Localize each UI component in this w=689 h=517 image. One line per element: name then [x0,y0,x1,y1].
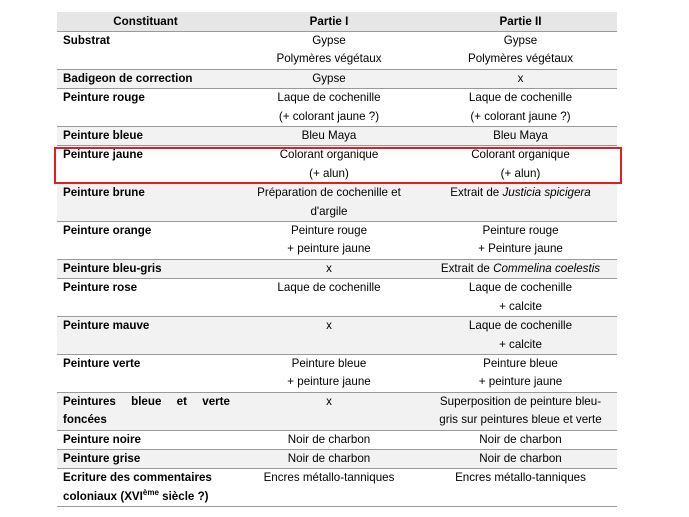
cell-line: Peinture rouge [482,224,559,238]
cell-line: Laque de cochenille [468,319,573,333]
cell-line: + peinture jaune [478,375,563,389]
cell-line [63,488,234,506]
constituent-name [57,469,234,507]
cell-line [424,260,617,278]
partie-2-cell [424,222,617,260]
cell-line: Peinture rouge [290,224,368,238]
cell-line: Préparation de cochenille et [257,186,401,200]
cell-line: Colorant organique [471,148,570,162]
table-row [57,430,617,449]
partie-1-cell [234,449,424,468]
cell-line: Laque de cochenille [468,91,573,105]
table-row [57,469,617,507]
table-row [57,89,617,127]
partie-1-cell [234,430,424,449]
cell-line: Encres métallo-tanniques [455,471,586,485]
partie-1-cell [234,469,424,507]
partie-1-cell [234,222,424,260]
table-row [57,279,617,317]
constituent-name: Badigeon de correction [63,71,193,85]
partie-2-cell [424,32,617,70]
constituent-name: Peinture noire [63,432,141,446]
constituent-name: Peinture verte [63,356,141,370]
partie-2-cell [424,69,617,88]
table-row [57,127,617,146]
cell-line: Encres métallo-tanniques [263,471,395,485]
partie-1-cell [234,279,424,317]
cell-line: Laque de cochenille [277,281,381,295]
partie-1-cell [234,259,424,278]
cell-line: Colorant organique [279,148,379,162]
constituent-name: Peinture bleu-gris [63,261,162,275]
cell-line [424,184,617,202]
cell-line: + peinture jaune [287,242,371,256]
cell-line: (+ alun) [309,166,349,180]
cell-line: Polymères végétaux [467,52,574,66]
constituent-name: Peinture grise [63,451,141,465]
partie-1-cell [234,317,424,355]
constituent-name: Peinture rouge [63,91,145,105]
partie-2-cell [424,317,617,355]
partie-2-cell [424,430,617,449]
cell-text: coloniaux (XVI [63,489,143,503]
partie-2-cell [424,89,617,127]
cell-line: Bleu Maya [301,129,357,143]
table-row [57,449,617,468]
partie-1-cell [234,32,424,70]
partie-1-cell [234,354,424,392]
table-header-row [57,12,617,32]
partie-2-cell [424,392,617,430]
constituent-name: Peinture orange [63,224,152,238]
cell-line: Noir de charbon [287,451,371,465]
constituent-name: Substrat [63,34,111,47]
partie-2-cell [424,127,617,146]
table-row [57,184,617,222]
cell-text: Extrait de [450,186,503,200]
cell-line: Noir de charbon [479,451,562,465]
cell-line: (+ colorant jaune ?) [278,109,380,123]
constituents-table [57,12,617,507]
header-constituant: Constituant [113,15,178,28]
cell-line: + Peinture jaune [478,242,563,256]
table-row [57,259,617,278]
constituent-name: Peinture rose [63,281,138,295]
superscript: ème [142,487,159,497]
cell-line: Bleu Maya [493,129,548,143]
cell-line: Gypse [503,34,538,47]
cell-line: Gypse [312,34,346,47]
constituent-name: Peintures bleue et verte foncées [63,394,230,427]
partie-2-cell [424,279,617,317]
partie-2-cell [424,354,617,392]
partie-1-cell [234,127,424,146]
table-row [57,69,617,88]
header-partie-2: Partie II [499,15,542,28]
table-row [57,32,617,70]
constituent-name: Peinture brune [63,186,145,200]
table-row [57,317,617,355]
cell-text: siècle ?) [158,489,209,503]
cell-line: x [326,394,332,408]
cell-line: (+ alun) [500,166,541,180]
partie-1-cell [234,184,424,222]
cell-line: Ecriture des commentaires [63,471,212,485]
highlight-box [54,147,622,184]
species-name: Justicia spicigera [502,186,591,200]
partie-2-cell [424,184,617,222]
cell-line: Laque de cochenille [277,91,381,105]
partie-1-cell [234,392,424,430]
constituent-name: Peinture bleue [63,129,143,143]
cell-line: + peinture jaune [287,375,371,389]
cell-line: x [326,261,332,275]
cell-line: Noir de charbon [479,432,562,446]
species-name: Commelina coelestis [493,261,601,275]
constituent-name: Peinture jaune [63,148,143,162]
table-row [57,392,617,430]
partie-2-cell [424,469,617,507]
cell-line: + calcite [499,299,542,313]
partie-2-cell [424,259,617,278]
cell-line: (+ colorant jaune ?) [470,109,571,123]
table-row [57,222,617,260]
partie-1-cell [234,89,424,127]
cell-line: x [517,71,524,85]
table-row [57,354,617,392]
partie-2-cell [424,449,617,468]
cell-line: Laque de cochenille [468,281,573,295]
constituent-name: Peinture mauve [63,319,150,333]
cell-line: gris sur peintures bleue et verte [439,413,602,427]
cell-line: Peinture bleue [483,356,558,370]
cell-line: Noir de charbon [287,432,371,446]
cell-line: Peinture bleue [291,356,367,370]
cell-line: Gypse [312,71,346,85]
cell-line: x [326,319,332,333]
cell-line: d'argile [310,204,348,218]
header-partie-1: Partie I [309,15,349,28]
cell-line: + calcite [499,337,542,351]
partie-1-cell [234,69,424,88]
cell-line: Superposition de peinture bleu- [439,394,602,408]
cell-text: Extrait de [440,261,494,275]
cell-line: Polymères végétaux [276,52,382,66]
